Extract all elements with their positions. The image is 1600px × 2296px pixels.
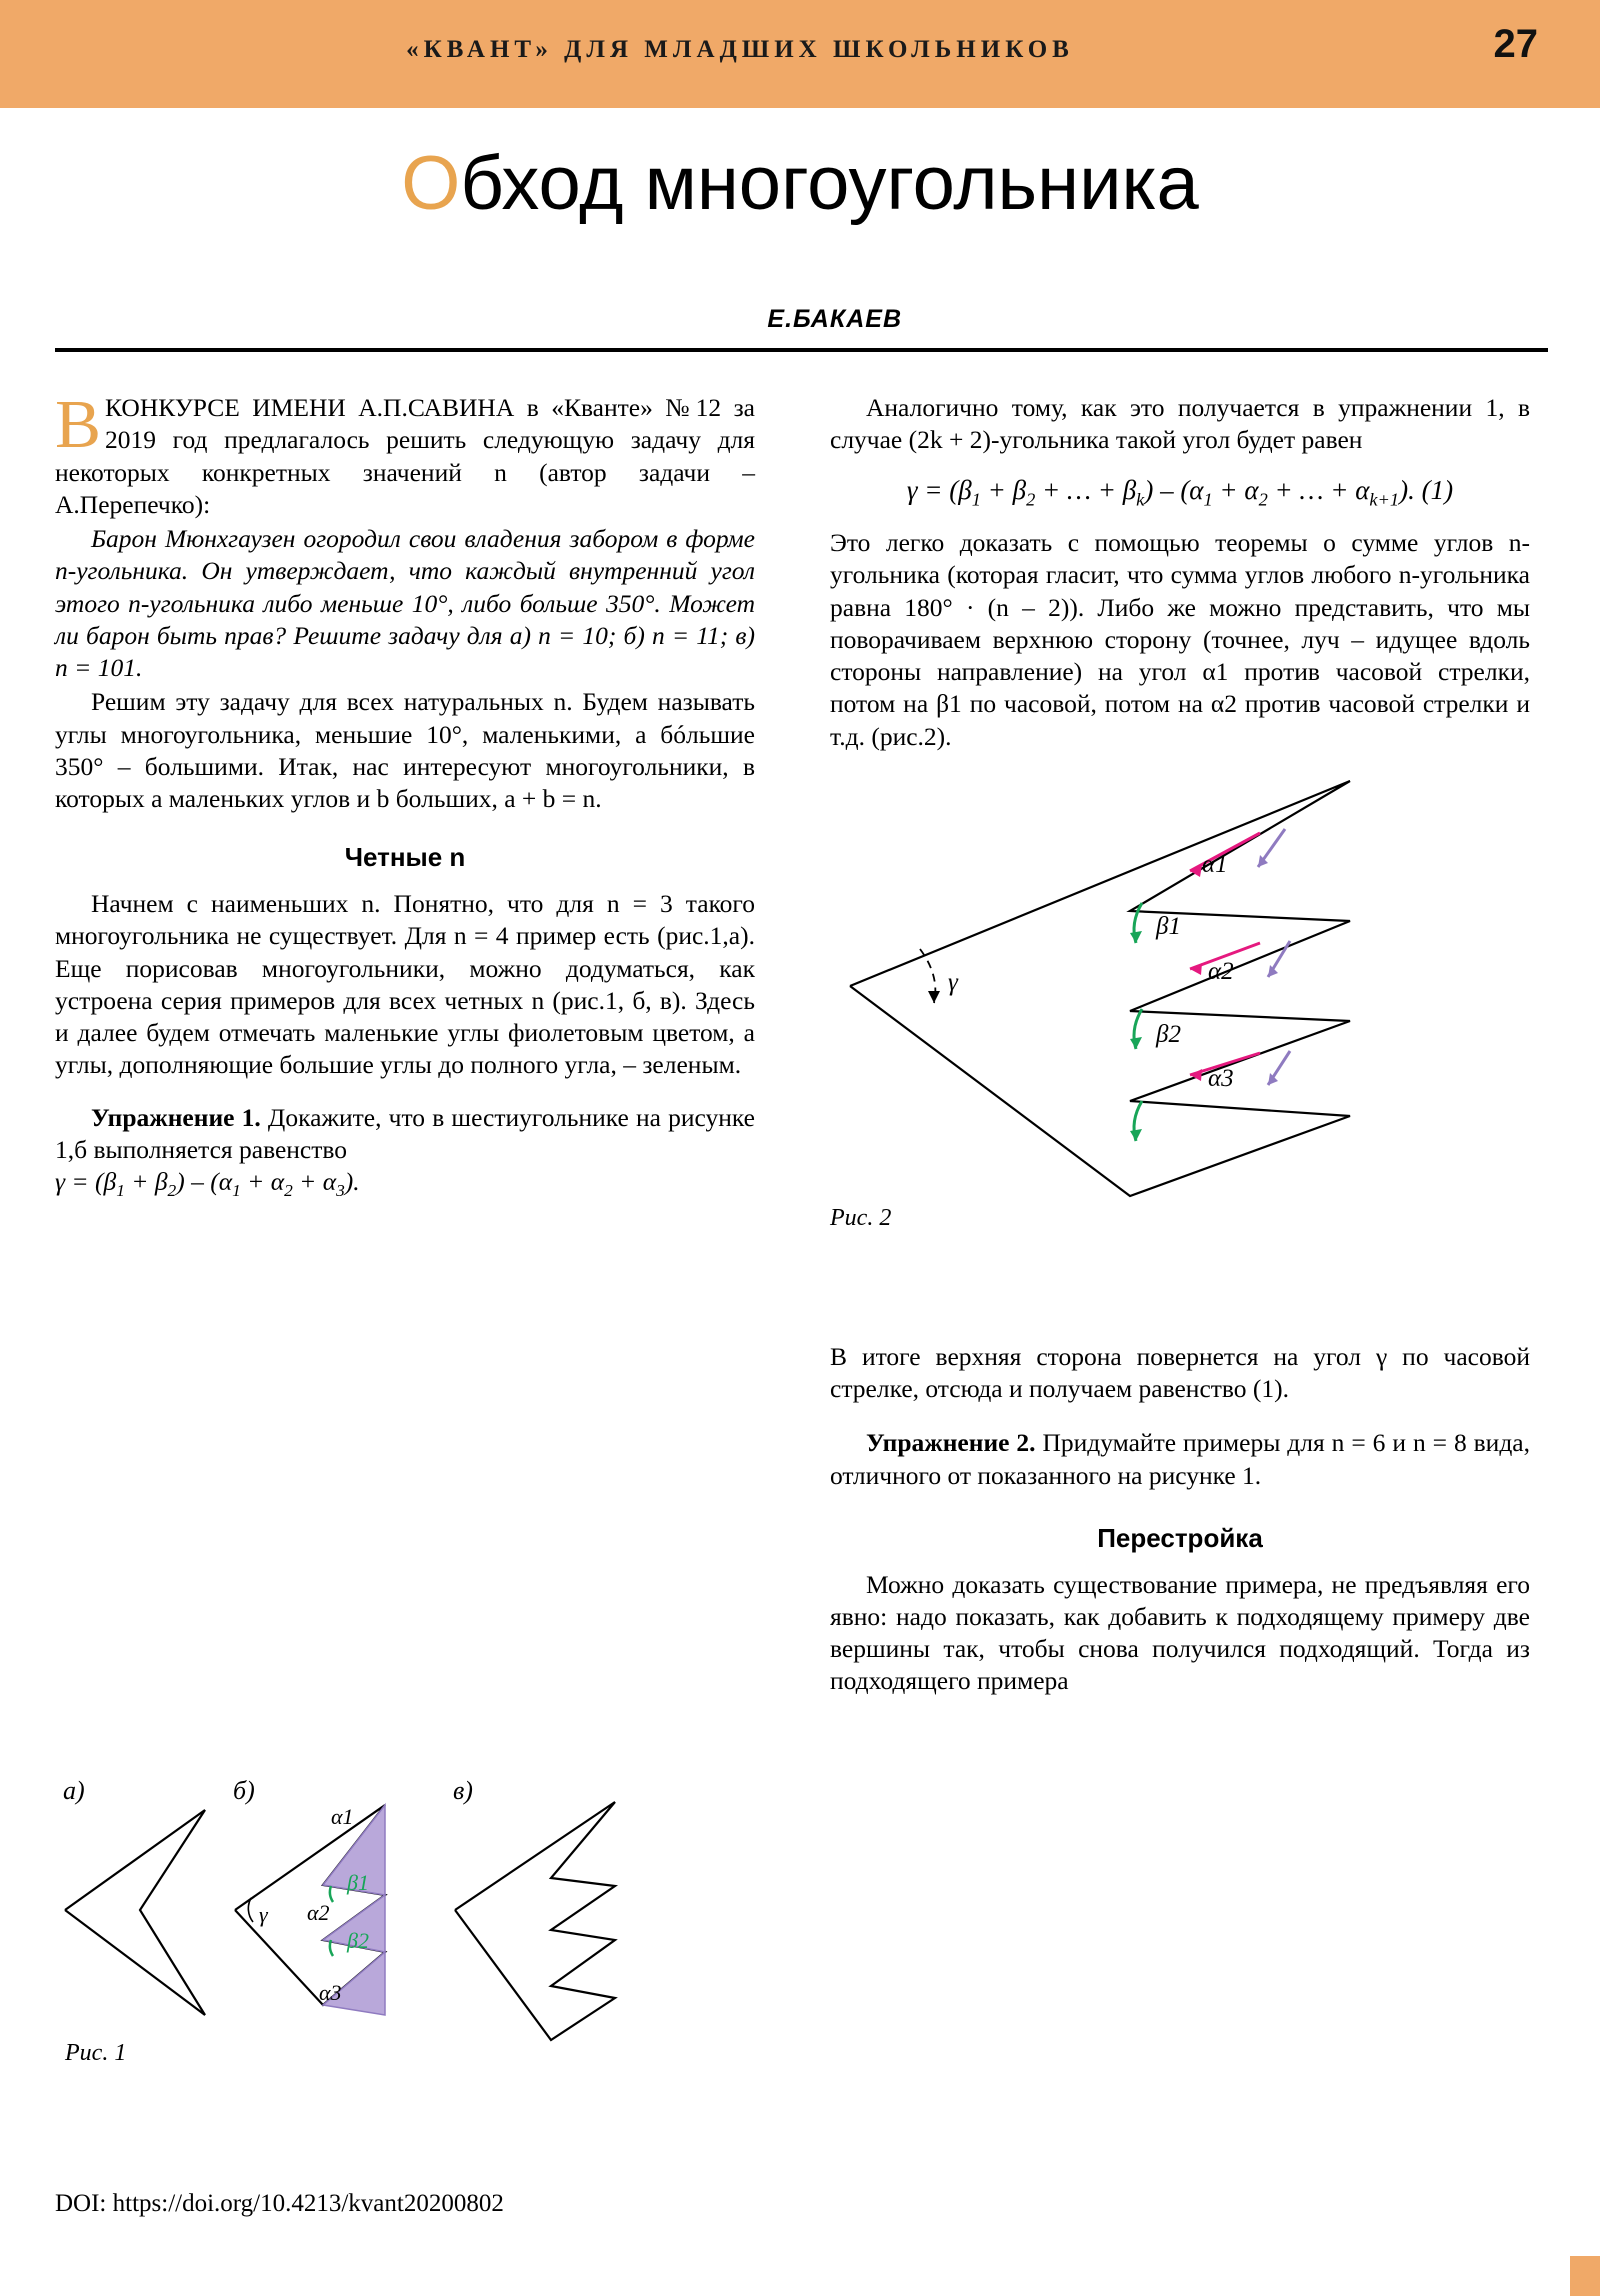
figure-2 — [830, 771, 1530, 1331]
paragraph-solution-setup: Решим эту задачу для всех натуральных n. Будем называть углы многоугольника, меньшие 10°, маленькими, а бóльшие 350° – большими. Итак, нас интересуют многоугольники, в которых a маленьких углов и b больших, a + b = n. — [55, 687, 755, 813]
corner-marker — [1570, 2256, 1600, 2296]
figure-1-beta1: β1 — [347, 1870, 369, 1895]
figure-1-beta2: β2 — [347, 1928, 369, 1953]
figure-1 — [55, 1776, 755, 2120]
section-heading-rebuild: Перестройка — [1097, 1522, 1263, 1553]
intro-rest: в «Кванте» №12 за 2019 год предлагалось решить следующую задачу для некоторых конкретных значений n (автор задачи – А.Перепечко): — [55, 393, 756, 519]
intro-lead: КОНКУРСЕ ИМЕНИ А.П.САВИНА — [105, 393, 515, 422]
figure-1-alpha3: α3 — [319, 1980, 342, 2005]
figure-2-alpha2: α2 — [1208, 957, 1234, 985]
exercise-1-label: Упражнение 1. — [91, 1102, 261, 1132]
drop-cap: В — [55, 386, 102, 462]
paragraph-exercise-2 — [830, 1427, 1530, 1492]
figure-2-alpha3: α3 — [1208, 1064, 1234, 1092]
figure-1-label-a: а) — [63, 1776, 85, 1805]
figure-1-drawing — [55, 1790, 755, 2060]
figure-1-alpha2: α2 — [307, 1900, 330, 1925]
figure-2-beta1: β1 — [1156, 912, 1181, 940]
left-column — [55, 386, 756, 1202]
paragraph-proof: Это легко доказать с помощью теоремы о сумме углов n-угольника (которая гласит, что сумма углов любого n-угольника равна 180° · (n – 2)). Либо же можно представить, что мы поворачиваем верхнюю сторону (точнее, луч – идущее вдоль стороны направление) на угол α1 против часовой стрелки, потом на β1 по часовой, потом на α2 против часовой стрелки и т.д. (рис.2). — [830, 528, 1530, 751]
figure-2-caption: Рис. 2 — [830, 1204, 892, 1231]
paragraph-analogous: Аналогично тому, как это получается в упражнении 1, в случае (2k + 2)-угольника такой угол будет равен — [830, 393, 1530, 455]
doi-line: DOI: https://doi.org/10.4213/kvant20200802 — [55, 2190, 504, 2217]
figure-2-alpha1: α1 — [1202, 850, 1228, 878]
exercise-1-formula: $\gamma = (\beta_1 + \beta_2) - (\alpha_1 + \alpha_2 + \alpha_3)$. — [55, 1167, 360, 1201]
exercise-2-label: Упражнение 2. — [866, 1428, 1036, 1458]
figure-1-gamma: γ — [259, 1902, 268, 1927]
page-banner — [0, 0, 1600, 108]
figure-1-label-v: в) — [453, 1776, 473, 1805]
title-rest: бход многоугольника — [460, 141, 1199, 226]
exercise-2-text: Придумайте примеры для n = 6 и n = 8 вида, отличного от показанного на рисунке 1. — [830, 1428, 1530, 1490]
exercise-1-text: Докажите, что в шестиугольнике на рисунке 1,б выполняется равенство — [55, 1102, 755, 1164]
paragraph-result: В итоге верхняя сторона повернется на угол γ по часовой стрелке, отсюда и получаем равенство (1). — [830, 1341, 1530, 1404]
right-column — [830, 392, 1530, 1698]
paragraph-rebuild: Можно доказать существование примера, не предъявляя его явно: надо показать, как добавить к подходящему примеру две вершины так, чтобы снова получился подходящий. Тогда из подходящего примера — [830, 1569, 1530, 1696]
section-heading-even: Четные n — [344, 842, 466, 873]
page-number: 27 — [1493, 22, 1538, 66]
page-title — [0, 140, 1600, 227]
figure-1-caption: Рис. 1 — [65, 2040, 127, 2066]
figure-1-alpha1: α1 — [331, 1804, 354, 1829]
paragraph-intro — [55, 386, 756, 521]
paragraph-exercise-1 — [55, 1102, 755, 1167]
formula-1: $\gamma = (\beta_1 + \beta_2$ + … + $\beta_k) - (\alpha_1 + \alpha_2$ + … + $\alpha_{k+1}$). (1) — [906, 474, 1454, 509]
figure-2-beta2: β2 — [1156, 1020, 1181, 1048]
banner-title: «КВАНТ» ДЛЯ МЛАДШИХ ШКОЛЬНИКОВ — [406, 36, 1074, 63]
paragraph-problem: Барон Мюнхгаузен огородил свои владения забором в форме n-угольника. Он утверждает, что каждый внутренний угол этого n-угольника либо меньше 10°, либо больше 350°. Может ли барон быть прав? Решите задачу для а) n = 10; б) n = 11; в) n = 101. — [55, 524, 755, 682]
figure-2-drawing — [830, 771, 1530, 1241]
figure-1-label-b: б) — [233, 1776, 255, 1805]
title-dropcap: О — [401, 141, 461, 226]
figure-2-gamma: γ — [948, 968, 958, 996]
header-divider — [55, 348, 1548, 352]
paragraph-even-cases: Начнем с наименьших n. Понятно, что для n = 3 такого многоугольника не существует. Для n = 4 пример есть (рис.1,а). Еще порисовав многоугольники, можно додуматься, как устроена серия примеров для всех четных n (рис.1, б, в). Здесь и далее будем отмечать маленькие углы фиолетовым цветом, а углы, дополняющие большие углы до полного угла, – зеленым. — [55, 889, 755, 1080]
article-author: Е.БАКАЕВ — [767, 305, 902, 333]
